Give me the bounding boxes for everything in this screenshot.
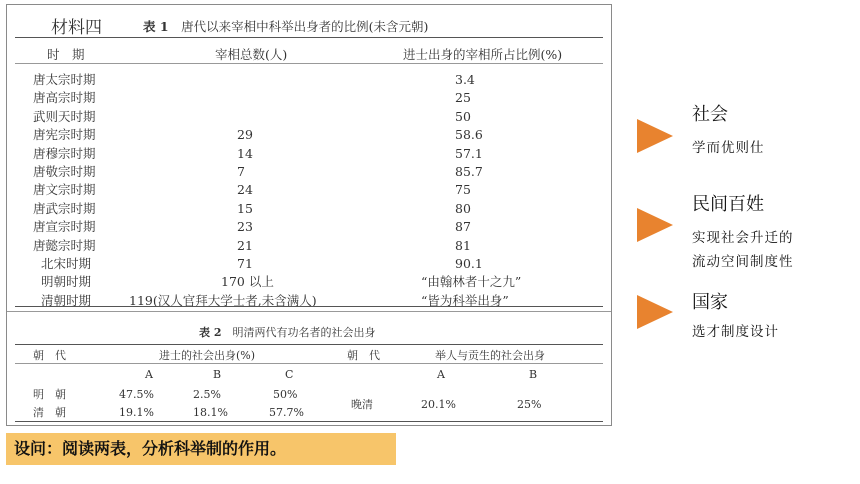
table1-total-cell: 71: [237, 256, 253, 271]
table2-qing-b: 18.1%: [193, 406, 228, 419]
table1-ratio-cell: 50: [455, 108, 471, 124]
table2-lateqing-name: 晚清: [351, 398, 373, 411]
document-image: [6, 4, 612, 426]
table1-period-cell: 武则天时期: [33, 108, 96, 124]
table2-sub-b: B: [213, 368, 222, 381]
table1-period-cell: 唐懿宗时期: [33, 237, 96, 253]
table1-period-cell: 唐宪宗时期: [33, 127, 96, 143]
table2-header-dynasty: 朝 代: [33, 349, 66, 362]
arrow-icon-people: [637, 208, 673, 242]
table2-qing-name: 清 朝: [33, 406, 66, 419]
table1-ratio-cell: 87: [455, 219, 471, 235]
table2-ming-a: 47.5%: [119, 388, 154, 401]
table1-ratio-cell: “由翰林者十之九”: [421, 274, 522, 290]
table1-period-cell: 唐高宗时期: [33, 90, 96, 106]
table1-period-cell: 北宋时期: [41, 256, 92, 271]
section-divider: [7, 311, 611, 312]
table2-top-rule: [15, 344, 603, 345]
state-title: 国家: [692, 292, 728, 313]
table1-ratio-cell: 80: [455, 200, 471, 216]
table1-period-cell: 明朝时期: [41, 274, 92, 290]
table2-title-number: 表 2: [199, 326, 222, 339]
table1-total-cell: 24: [237, 182, 253, 198]
society-title: 社会: [692, 104, 728, 125]
people-title: 民间百姓: [692, 194, 764, 215]
question-banner: 设问：阅读两表，分析科举制的作用。: [6, 433, 396, 465]
table1-ratio-cell: 81: [455, 237, 471, 253]
people-subtitle-line2: 流动空间制度性: [692, 254, 794, 270]
table2-ming-name: 明 朝: [33, 388, 66, 401]
table1-total-cell: 170 以上: [221, 274, 274, 290]
table2-bottom-rule: [15, 421, 603, 422]
table2-title-text: 明清两代有功名者的社会出身: [232, 326, 376, 339]
table2-header-jinshi: 进士的社会出身(%): [159, 349, 256, 362]
table2-sub-a: A: [145, 368, 153, 381]
table1-header-total: 宰相总数(人): [215, 47, 288, 62]
people-subtitle-line1: 实现社会升迁的: [692, 230, 794, 246]
table2-lateqing-b: 25%: [517, 398, 542, 411]
table2-header-juren: 举人与贡生的社会出身: [435, 349, 545, 362]
table1-period-cell: 唐敬宗时期: [33, 164, 96, 179]
table2-sub-a2: A: [437, 368, 445, 381]
table1-total-cell: 21: [237, 237, 253, 253]
table1-period-cell: 唐武宗时期: [33, 200, 96, 216]
table1-period-cell: 唐宣宗时期: [33, 219, 96, 235]
table1-ratio-cell: 25: [455, 90, 471, 106]
table1-total-cell: 15: [237, 200, 253, 216]
table2-qing-a: 19.1%: [119, 406, 154, 419]
table1-header-ratio: 进士出身的宰相所占比例(%): [403, 47, 563, 62]
table2-sub-b2: B: [529, 368, 538, 381]
table2-lateqing-a: 20.1%: [421, 398, 456, 411]
table1-ratio-cell: 75: [455, 182, 471, 198]
state-subtitle: 选才制度设计: [692, 324, 779, 340]
table2-sub-c: C: [285, 368, 294, 381]
table1-title: [143, 17, 428, 35]
table1-total-cell: 7: [237, 164, 245, 179]
table1-ratio-cell: “皆为科举出身”: [421, 292, 509, 308]
table1-ratio-cell: 90.1: [455, 256, 483, 271]
table2-header-rule: [15, 363, 603, 364]
table1-period-cell: 清朝时期: [41, 292, 92, 308]
table1-period-cell: 唐太宗时期: [33, 72, 96, 87]
arrow-icon-society: [637, 119, 673, 153]
table1-top-rule: [15, 37, 603, 38]
society-subtitle: 学而优则仕: [692, 140, 765, 156]
table1-total-cell: 29: [237, 127, 253, 143]
table1-ratio-cell: 58.6: [455, 127, 483, 143]
table1-bottom-rule: [15, 306, 603, 307]
table1-ratio-cell: 57.1: [455, 145, 483, 161]
table1-title-text: 唐代以来宰相中科举出身者的比例(未含元朝): [181, 19, 429, 34]
arrow-icon-state: [637, 295, 673, 329]
table1-period-cell: 唐文宗时期: [33, 182, 96, 198]
table1-ratio-cell: 3.4: [455, 72, 475, 87]
table2-qing-c: 57.7%: [269, 406, 304, 419]
table1-title-number: 表 1: [143, 19, 169, 34]
table1-total-cell: 14: [237, 145, 253, 161]
table1-header-rule: [15, 63, 603, 64]
table1-total-cell: 119(汉人官拜大学士者,未含满人): [129, 292, 317, 308]
table2-title: [199, 325, 375, 340]
table1-period-cell: 唐穆宗时期: [33, 145, 96, 161]
material-label: 材料四: [51, 18, 102, 38]
table1-header-period: 时 期: [47, 47, 85, 62]
table2-ming-b: 2.5%: [193, 388, 221, 401]
table2-header-dynasty2: 朝 代: [347, 349, 380, 362]
table2-ming-c: 50%: [273, 388, 298, 401]
table1-total-cell: 23: [237, 219, 253, 235]
table1-ratio-cell: 85.7: [455, 164, 483, 179]
